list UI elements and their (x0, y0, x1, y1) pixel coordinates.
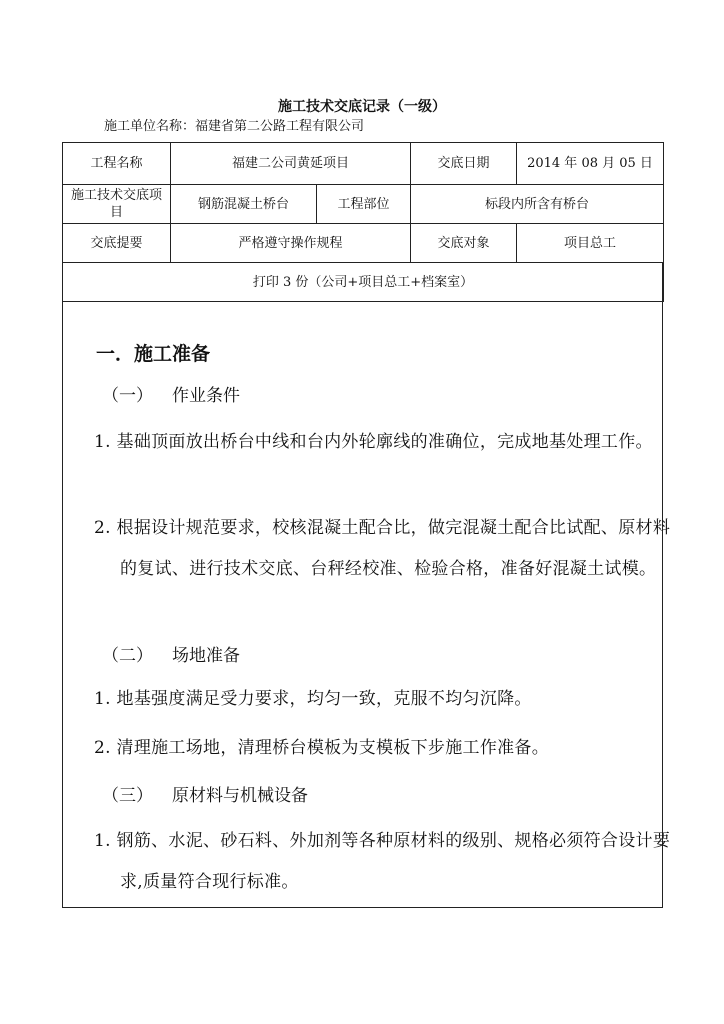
list-item: 2. 根据设计规范要求，校核混凝土配合比，做完混凝土配合比试配、原材料的复试、进行技术交底、台秤经校准、检验合格，准备好混凝土试模。 (94, 518, 671, 579)
section-heading: 一．施工准备 (96, 343, 211, 365)
content-box (62, 263, 671, 908)
project-part-label: 工程部位 (317, 185, 411, 224)
subsection-title (102, 385, 240, 407)
target-value: 项目总工 (517, 224, 664, 263)
table-row (63, 143, 664, 185)
list-item: 2. 清理施工场地，清理桥台模板为支模板下步施工作准备。 (94, 738, 550, 758)
list-item: 1. 基础顶面放出桥台中线和台内外轮廓线的准确位，完成地基处理工作。 (94, 432, 653, 452)
project-name-value: 福建二公司黄延项目 (171, 143, 411, 185)
project-part-value: 标段内所含有桥台 (411, 185, 664, 224)
summary-value: 严格遵守操作规程 (171, 224, 411, 263)
table-row (63, 224, 664, 263)
print-copies-note: 打印 3 份（公司+项目总工+档案室） (63, 263, 664, 302)
project-name-label: 工程名称 (63, 143, 171, 185)
list-item: 1. 地基强度满足受力要求，均匀一致，克服不均匀沉降。 (94, 689, 532, 709)
tech-item-value: 钢筋混凝土桥台 (171, 185, 317, 224)
subsection-number: （一） (102, 386, 153, 406)
subsection-label: 作业条件 (172, 386, 240, 406)
date-label: 交底日期 (411, 143, 517, 185)
list-item: 1. 钢筋、水泥、砂石料、外加剂等各种原材料的级别、规格必须符合设计要求,质量符合现行标准。 (94, 831, 671, 892)
date-value: 2014 年 08 月 05 日 (517, 143, 664, 185)
tech-item-label: 施工技术交底项目 (63, 185, 171, 224)
document-title: 施工技术交底记录（一级） (278, 99, 446, 115)
table-row (63, 185, 664, 224)
subsection-number: （三） (102, 786, 153, 806)
subsection-label: 场地准备 (172, 646, 240, 666)
subsection-number: （二） (102, 646, 153, 666)
target-label: 交底对象 (411, 224, 517, 263)
subsection-title (102, 645, 240, 667)
subsection-label: 原材料与机械设备 (172, 786, 308, 806)
summary-label: 交底提要 (63, 224, 171, 263)
construction-unit-line: 施工单位名称：福建省第二公路工程有限公司 (104, 119, 365, 134)
subsection-title (102, 785, 308, 807)
